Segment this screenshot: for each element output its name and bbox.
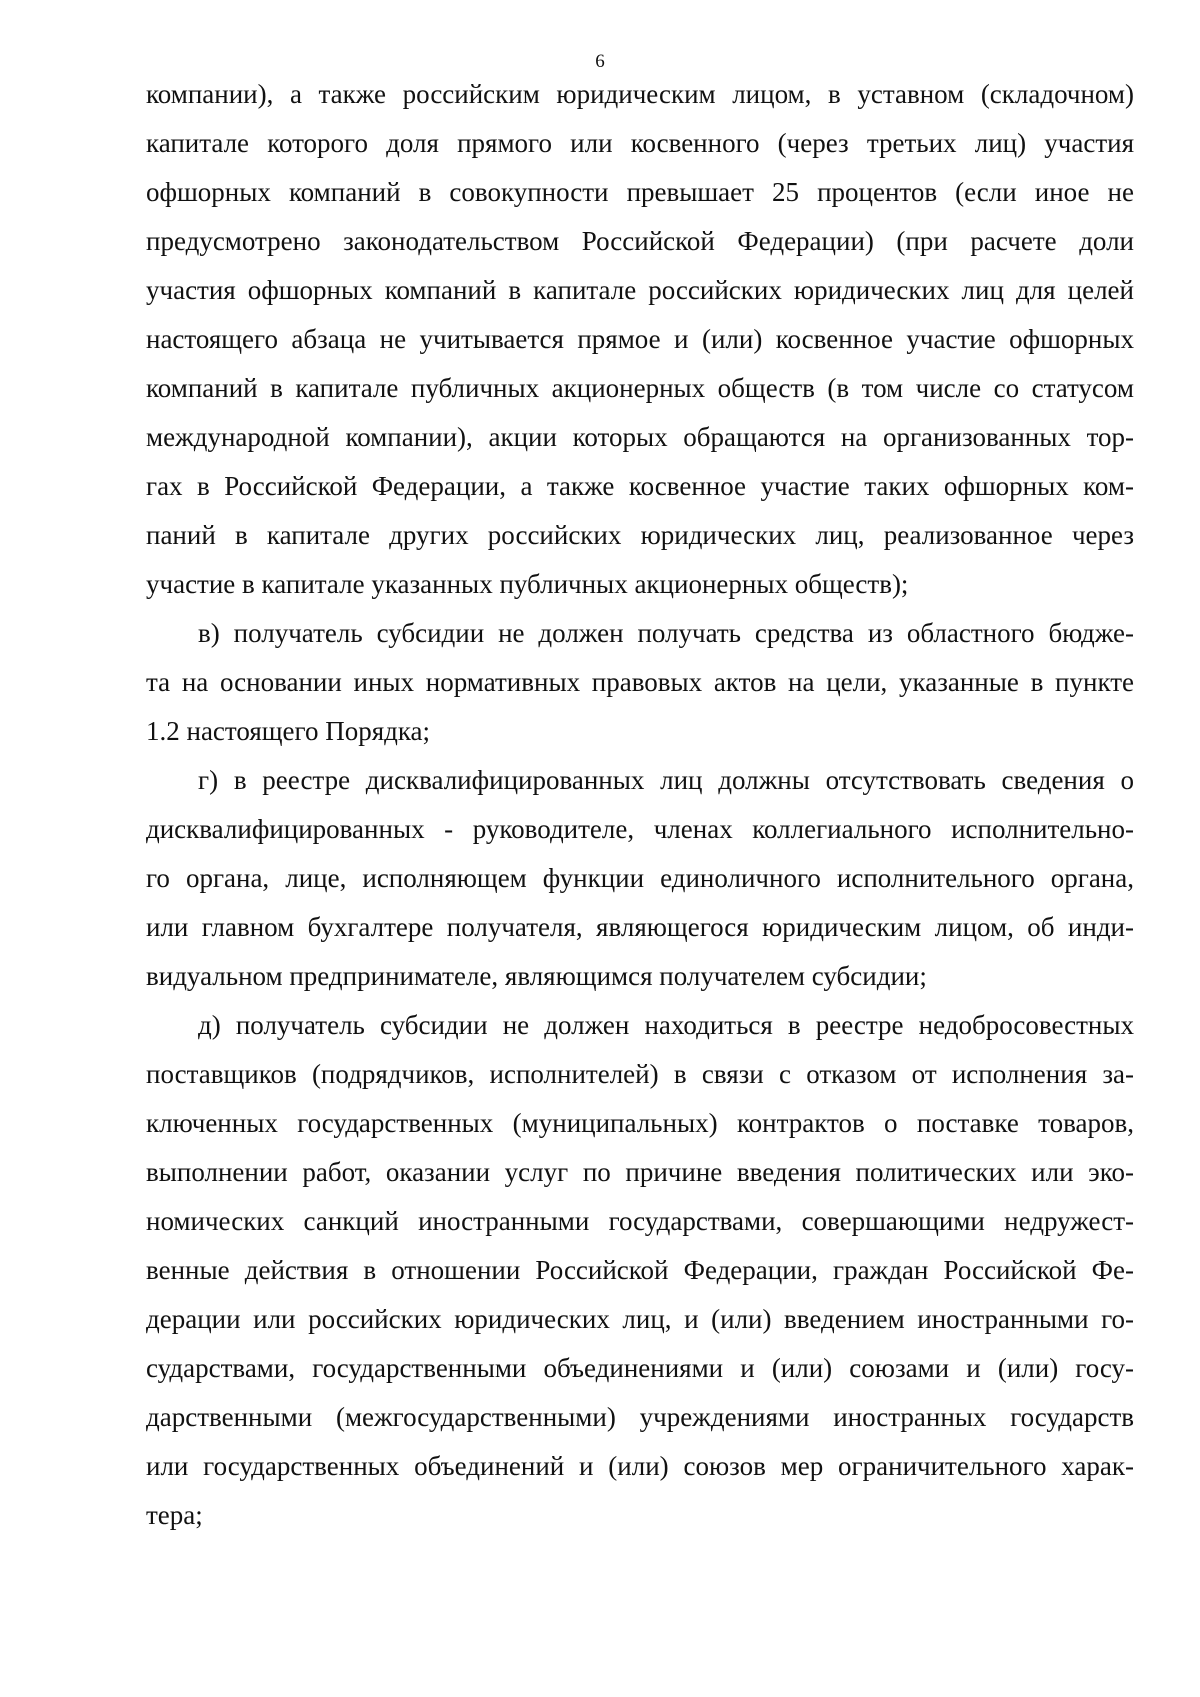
text-line: настоящего абзаца не учитывается прямое и (или) косвенное участие офшорных [146, 324, 1134, 354]
text-line: паний в капитале других российских юридических лиц, реализованное через [146, 520, 1134, 550]
page-number: 6 [595, 51, 605, 72]
paragraph-p1 [146, 70, 1134, 609]
text-line: офшорных компаний в совокупности превышает 25 процентов (если иное не [146, 177, 1134, 207]
text-line: дисквалифицированных - руководителе, членах коллегиального исполнительно- [146, 814, 1134, 844]
text-line: тера; [146, 1500, 203, 1530]
text-line: дарственными (межгосударственными) учреждениями иностранных государств [146, 1402, 1134, 1432]
text-line: 1.2 настоящего Порядка; [146, 716, 431, 746]
text-line: д) получатель субсидии не должен находиться в реестре недобросовестных [198, 1010, 1134, 1040]
text-line: или главном бухгалтере получателя, являющегося юридическим лицом, об инди- [146, 912, 1134, 942]
paragraph-p2 [146, 609, 1134, 756]
text-line: номических санкций иностранными государствами, совершающими недружест- [146, 1206, 1134, 1236]
document-body [146, 70, 1134, 1540]
paragraph-p4 [146, 1001, 1134, 1540]
text-line: в) получатель субсидии не должен получать средства из областного бюдже- [198, 618, 1134, 648]
text-line: та на основании иных нормативных правовых актов на цели, указанные в пункте [146, 667, 1134, 697]
text-line: сударствами, государственными объединениями и (или) союзами и (или) госу- [146, 1353, 1134, 1383]
text-line: дерации или российских юридических лиц, и (или) введением иностранными го- [146, 1304, 1134, 1334]
paragraph-p3 [146, 756, 1134, 1001]
text-line: компаний в капитале публичных акционерных обществ (в том числе со статусом [146, 373, 1134, 403]
text-line: капитале которого доля прямого или косвенного (через третьих лиц) участия [146, 128, 1134, 158]
text-line: гах в Российской Федерации, а также косвенное участие таких офшорных ком- [146, 471, 1134, 501]
text-line: г) в реестре дисквалифицированных лиц должны отсутствовать сведения о [198, 765, 1134, 795]
text-line: участия офшорных компаний в капитале российских юридических лиц для целей [146, 275, 1134, 305]
text-line: ключенных государственных (муниципальных) контрактов о поставке товаров, [146, 1108, 1134, 1138]
text-line: го органа, лице, исполняющем функции единоличного исполнительного органа, [146, 863, 1134, 893]
text-line: или государственных объединений и (или) союзов мер ограничительного харак- [146, 1451, 1134, 1481]
text-line: международной компании), акции которых обращаются на организованных тор- [146, 422, 1134, 452]
text-line: видуальном предпринимателе, являющимся получателем субсидии; [146, 961, 927, 991]
text-line: поставщиков (подрядчиков, исполнителей) в связи с отказом от исполнения за- [146, 1059, 1134, 1089]
text-line: венные действия в отношении Российской Федерации, граждан Российской Фе- [146, 1255, 1134, 1285]
text-line: участие в капитале указанных публичных акционерных обществ); [146, 569, 909, 599]
text-line: предусмотрено законодательством Российской Федерации) (при расчете доли [146, 226, 1134, 256]
text-line: компании), а также российским юридическим лицом, в уставном (складочном) [146, 79, 1134, 109]
text-line: выполнении работ, оказании услуг по причине введения политических или эко- [146, 1157, 1134, 1187]
